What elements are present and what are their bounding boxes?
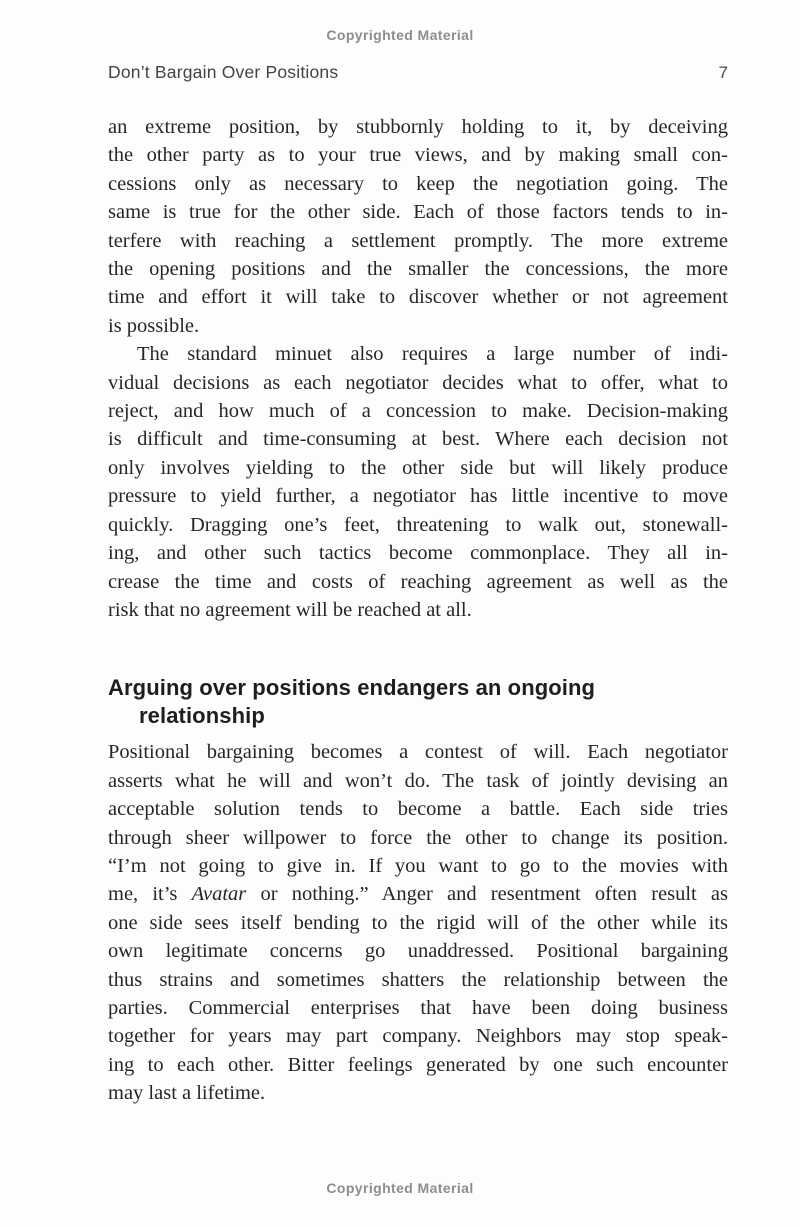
copyright-notice-bottom: Copyrighted Material	[326, 1180, 474, 1196]
text-line: own legitimate concerns go unaddressed. Positional bargaining	[108, 940, 728, 963]
text-line: may last a lifetime.	[108, 1082, 266, 1105]
text-line: cessions only as necessary to keep the negotiation going. The	[108, 172, 728, 195]
text-line: one side sees itself bending to the rigid will of the other while its	[108, 911, 728, 934]
text-line: acceptable solution tends to become a battle. Each side tries	[108, 798, 728, 821]
text-line: together for years may part company. Neighbors may stop speak-	[108, 1025, 728, 1048]
text-line: crease the time and costs of reaching agreement as well as the	[108, 570, 728, 593]
text-line: terfere with reaching a settlement promptly. The more extreme	[108, 229, 728, 252]
text-line	[108, 880, 728, 908]
text-line: risk that no agreement will be reached at all.	[108, 598, 472, 621]
text-line: asserts what he will and won’t do. The task of jointly devising an	[108, 769, 728, 792]
text-line: time and effort it will take to discover whether or not agreement	[108, 286, 728, 309]
page-header	[108, 62, 728, 83]
text-segment: or nothing.” Anger and resentment often result as	[246, 883, 728, 906]
italic-term: Avatar	[191, 883, 247, 906]
text-line: ing, and other such tactics become commonplace. They all in-	[108, 542, 728, 565]
text-line: is possible.	[108, 314, 200, 337]
text-line: through sheer willpower to force the other to change its position.	[108, 826, 728, 849]
text-line: pressure to yield further, a negotiator has little incentive to move	[108, 485, 728, 508]
paragraph-3	[108, 738, 728, 1107]
text-line: same is true for the other side. Each of those factors tends to in-	[108, 201, 728, 224]
text-line: vidual decisions as each negotiator decides what to offer, what to	[108, 371, 728, 394]
text-line: is difficult and time-consuming at best. Where each decision not	[108, 428, 728, 451]
text-line: the opening positions and the smaller the concessions, the more	[108, 258, 728, 281]
copyright-notice-top: Copyrighted Material	[326, 27, 474, 43]
text-line: ing to each other. Bitter feelings generated by one such encounter	[108, 1053, 728, 1076]
text-line: reject, and how much of a concession to make. Decision-making	[108, 400, 728, 423]
paragraph-2	[108, 340, 728, 624]
running-title: Don’t Bargain Over Positions	[108, 62, 339, 82]
page-content	[108, 113, 728, 1108]
text-line: parties. Commercial enterprises that have been doing business	[108, 996, 728, 1019]
text-segment: me, it’s	[108, 883, 192, 906]
text-line: an extreme position, by stubbornly holding to it, by deceiving	[108, 116, 728, 138]
text-line: Positional bargaining becomes a contest of will. Each negotiator	[108, 741, 728, 764]
text-line: the other party as to your true views, and by making small con-	[108, 144, 728, 167]
text-line: only involves yielding to the other side but will likely produce	[108, 456, 728, 479]
text-line: quickly. Dragging one’s feet, threatening to walk out, stonewall-	[108, 513, 728, 536]
page-number: 7	[718, 63, 728, 82]
text-line: The standard minuet also requires a large number of indi-	[137, 343, 728, 366]
text-line: “I’m not going to give in. If you want to go to the movies with	[108, 854, 728, 877]
paragraph-1	[108, 113, 728, 340]
section-heading-line-2: relationship	[139, 702, 265, 728]
text-line: thus strains and sometimes shatters the relationship between the	[108, 968, 728, 991]
section-heading-line-1: Arguing over positions endangers an ongoing	[108, 675, 596, 701]
section-heading	[108, 674, 728, 729]
